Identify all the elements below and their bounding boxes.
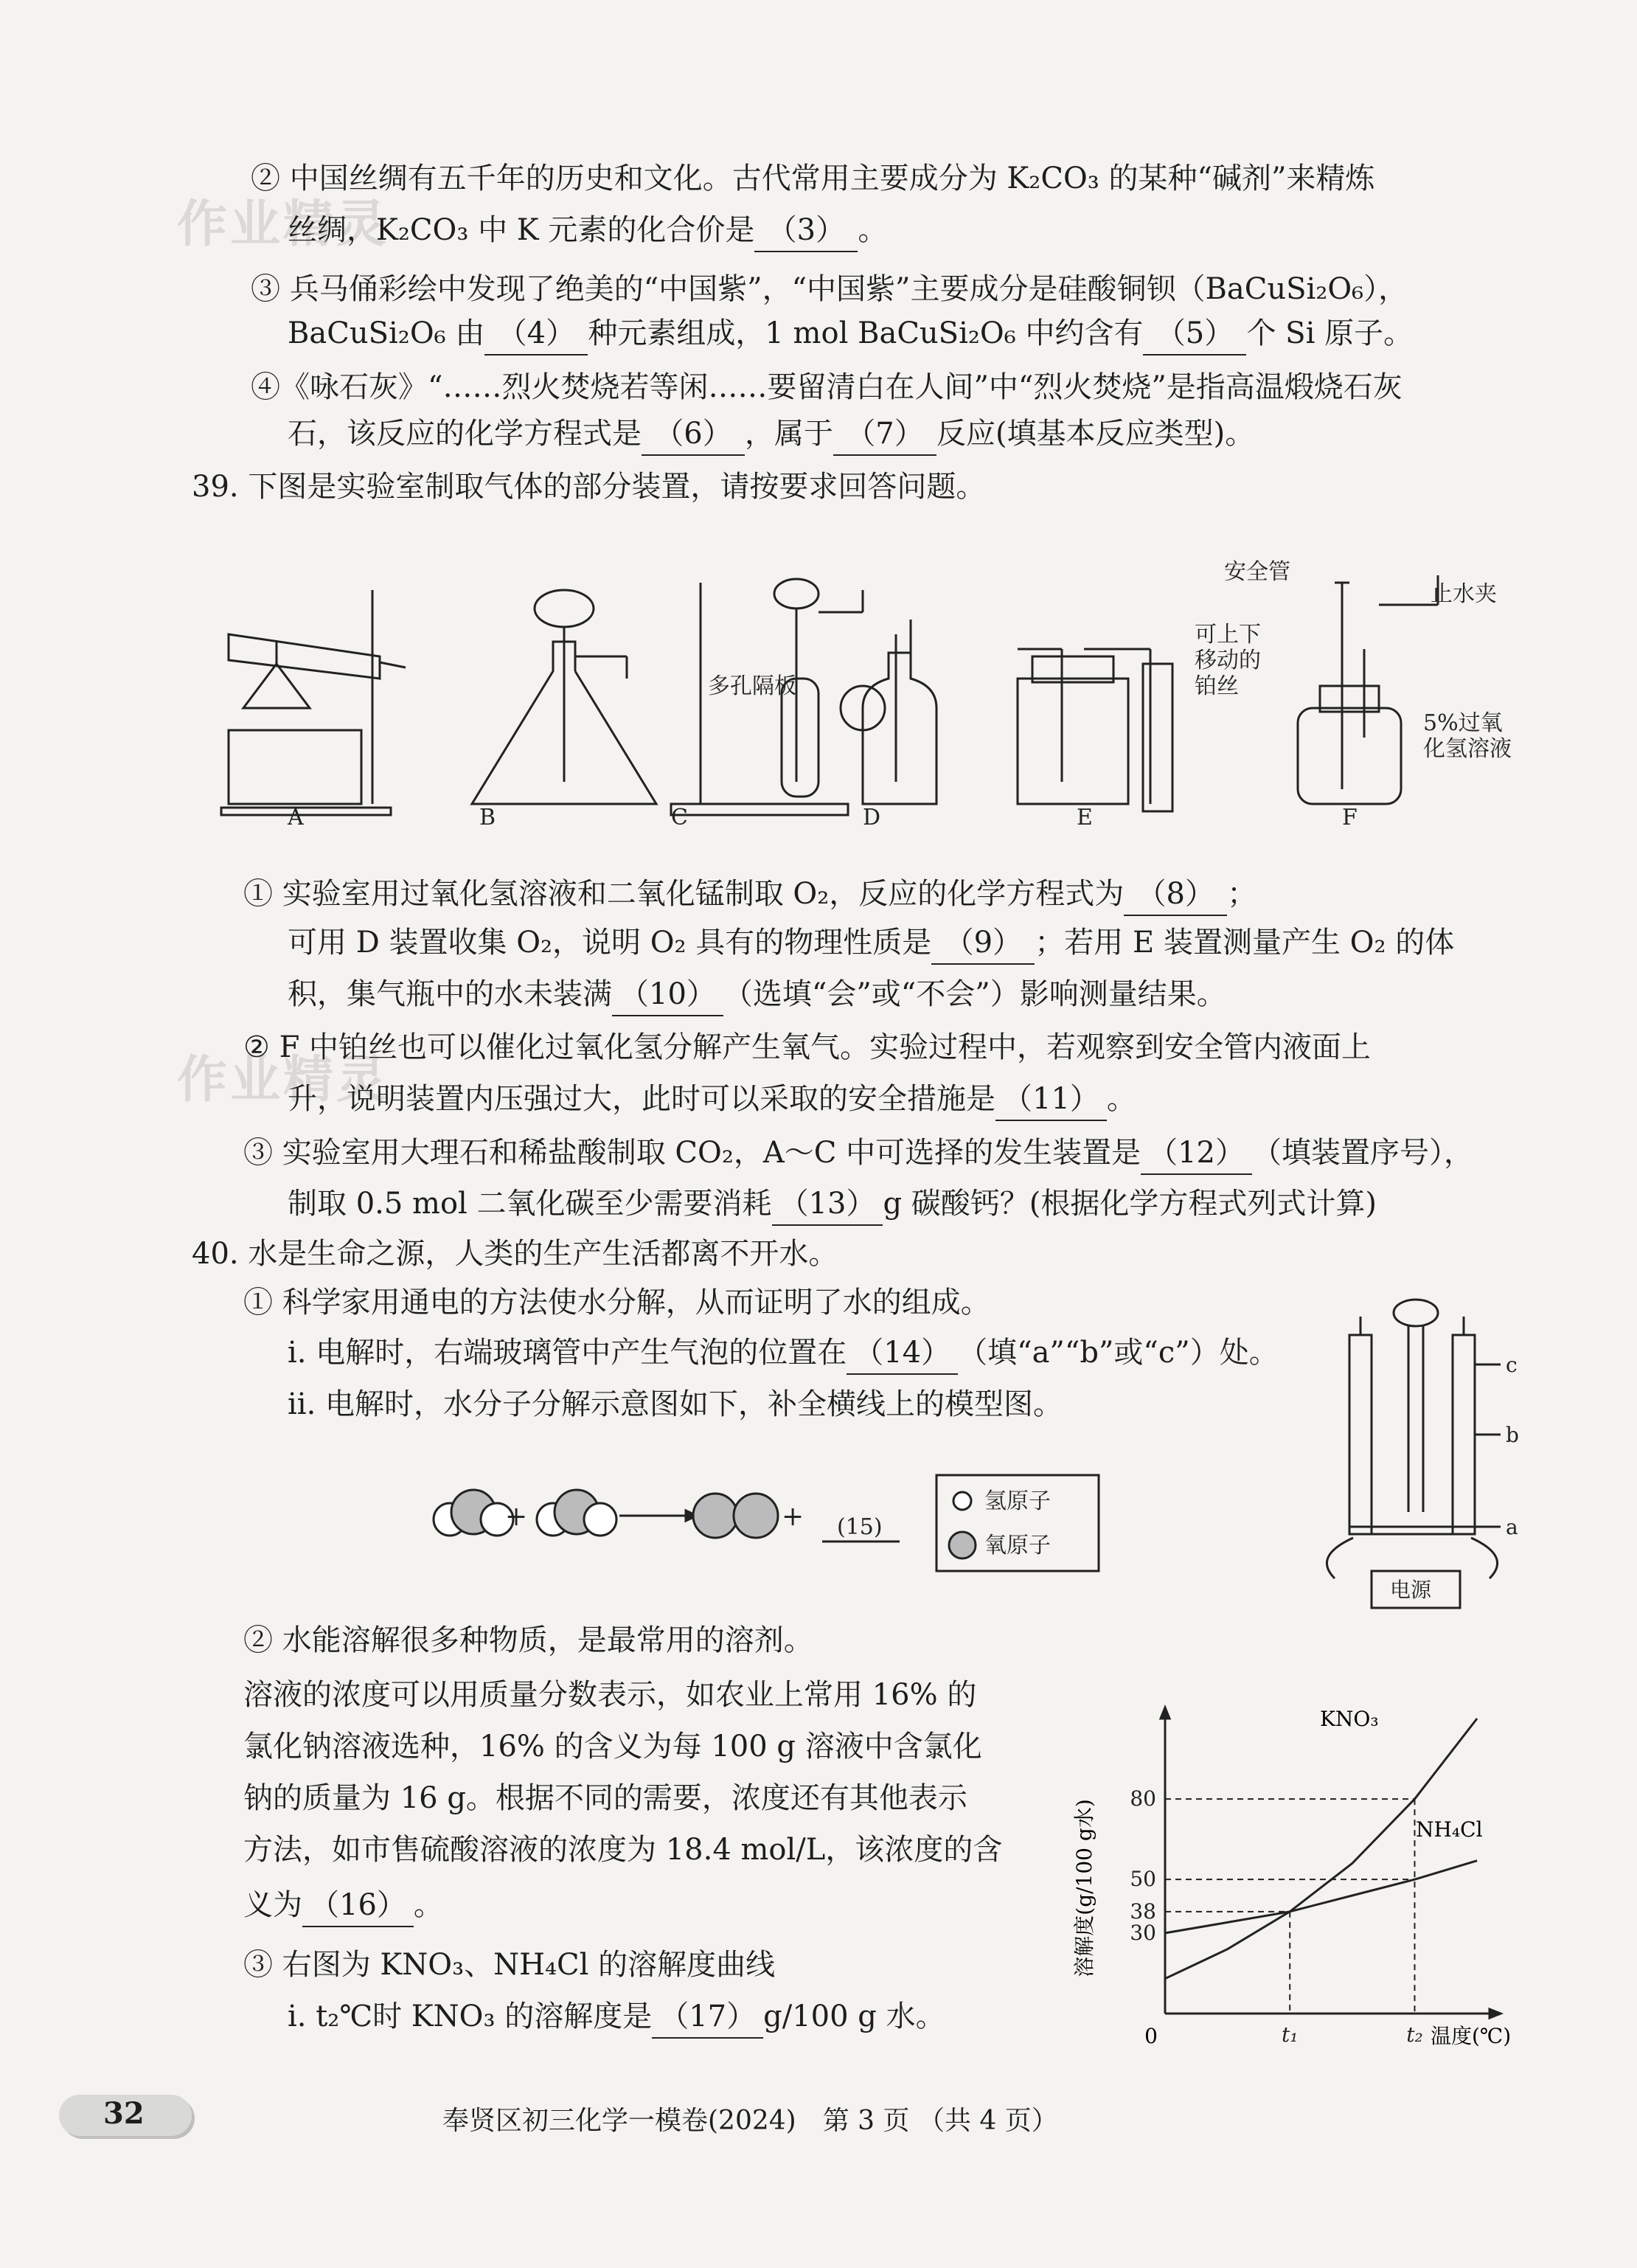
apparatus-note: 化氢溶液 bbox=[1423, 736, 1512, 762]
y-tick-label: 30 bbox=[1130, 1920, 1156, 1945]
q40-line: ⅰ. 电解时，右端玻璃管中产生气泡的位置在 （14） （填“a”“b”或“c”）处。 bbox=[288, 1332, 1279, 1375]
x-tick-label: t₁ bbox=[1281, 2022, 1299, 2047]
q40-line: ⅰ. t₂℃时 KNO₃ 的溶解度是 （17） g/100 g 水。 bbox=[288, 1996, 945, 2039]
answer-blank: （16） bbox=[302, 1884, 414, 1927]
answer-blank: （8） bbox=[1124, 873, 1227, 916]
apparatus-note: 5%过氧 bbox=[1423, 710, 1503, 736]
q39-line: 制取 0.5 mol 二氧化碳至少需要消耗 （13） g 碳酸钙？(根据化学方程式列式计算) bbox=[288, 1183, 1377, 1226]
q40-line: ① 科学家用通电的方法使水分解，从而证明了水的组成。 bbox=[243, 1286, 990, 1319]
q40-line: 钠的质量为 16 g。根据不同的需要，浓度还有其他表示 bbox=[243, 1781, 967, 1815]
legend-oxygen: 氧原子 bbox=[984, 1533, 1051, 1558]
answer-blank: （9） bbox=[931, 922, 1035, 965]
apparatus-label: E bbox=[1077, 805, 1093, 830]
watermark: 作业精灵 bbox=[177, 195, 390, 254]
apparatus-label: C bbox=[671, 805, 688, 830]
q39-line: 可用 D 装置收集 O₂，说明 O₂ 具有的物理性质是 （9） ；若用 E 装置测量产生 O₂ 的体 bbox=[288, 922, 1454, 965]
electrolysis-figure bbox=[1298, 1291, 1534, 1630]
y-tick-label: 50 bbox=[1130, 1867, 1156, 1892]
origin-label: 0 bbox=[1144, 2024, 1158, 2048]
apparatus-label: D bbox=[863, 805, 881, 830]
x-axis-label: 温度(℃) bbox=[1431, 2024, 1512, 2048]
apparatus-note: 铂丝 bbox=[1195, 673, 1239, 699]
q39-line: 升，说明装置内压强过大，此时可以采取的安全措施是 （11） 。 bbox=[288, 1078, 1136, 1121]
answer-blank: （7） bbox=[833, 413, 936, 456]
q39-line: ③ 实验室用大理石和稀盐酸制取 CO₂，A～C 中可选择的发生装置是 （12） （填装置序号）， bbox=[243, 1132, 1473, 1175]
q40-line: 方法，如市售硫酸溶液的浓度为 18.4 mol/L，该浓度的含 bbox=[243, 1833, 1003, 1867]
apparatus-label: F bbox=[1342, 805, 1358, 830]
q40-line: 溶液的浓度可以用质量分数表示，如农业上常用 16% 的 bbox=[243, 1678, 977, 1712]
answer-blank: （10） bbox=[612, 974, 723, 1016]
q38-line: ③ 兵马俑彩绘中发现了绝美的“中国紫”，“中国紫”主要成分是硅酸铜钡（BaCuSi₂O₆）， bbox=[251, 272, 1408, 306]
apparatus-label: A bbox=[288, 805, 304, 830]
plus-sign: + bbox=[505, 1502, 528, 1532]
answer-blank: （12） bbox=[1141, 1132, 1252, 1175]
electrode-label: c bbox=[1506, 1353, 1518, 1377]
q38-line: BaCuSi₂O₆ 由 （4） 种元素组成，1 mol BaCuSi₂O₆ 中约含有 （5） 个 Si 原子。 bbox=[288, 313, 1413, 356]
q38-line: 丝绸，K₂CO₃ 中 K 元素的化合价是 （3） 。 bbox=[288, 209, 887, 252]
q39-line: ② F 中铂丝也可以催化过氧化氢分解产生氧气。实验过程中，若观察到安全管内液面上 bbox=[243, 1030, 1372, 1064]
q39-line: 积，集气瓶中的水未装满 （10） （选填“会”或“不会”）影响测量结果。 bbox=[288, 974, 1226, 1016]
power-source: 电源 bbox=[1390, 1578, 1432, 1602]
series-label-kno3: KNO₃ bbox=[1320, 1707, 1379, 1731]
electrode-label: b bbox=[1506, 1423, 1519, 1447]
apparatus-note: 可上下 bbox=[1195, 622, 1261, 648]
y-tick-label: 80 bbox=[1130, 1786, 1156, 1811]
page-number: 32 bbox=[103, 2096, 145, 2131]
answer-blank: （6） bbox=[642, 413, 745, 456]
answer-blank: （13） bbox=[772, 1183, 883, 1226]
q38-line: 石，该反应的化学方程式是 （6） ，属于 （7） 反应(填基本反应类型)。 bbox=[288, 413, 1254, 456]
series-label-nh4cl: NH₄Cl bbox=[1416, 1817, 1483, 1842]
apparatus-label: B bbox=[479, 805, 496, 830]
q40-line: 氯化钠溶液选种，16% 的含义为每 100 g 溶液中含氯化 bbox=[243, 1730, 982, 1764]
y-axis-label: 溶解度(g/100 g水) bbox=[1072, 1799, 1096, 1977]
q38-line: ④《咏石灰》“……烈火焚烧若等闲……要留清白在人间”中“烈火焚烧”是指高温煅烧石灰 bbox=[251, 370, 1403, 404]
q40-line: ② 水能溶解很多种物质，是最常用的溶剂。 bbox=[243, 1623, 813, 1657]
apparatus-note: 安全管 bbox=[1224, 559, 1290, 585]
q40-line: ③ 右图为 KNO₃、NH₄Cl 的溶解度曲线 bbox=[243, 1948, 776, 1982]
lab-apparatus-figure bbox=[214, 559, 1526, 830]
legend-hydrogen: 氢原子 bbox=[984, 1488, 1051, 1514]
series-line-1 bbox=[1165, 1861, 1477, 1933]
solubility-chart bbox=[1072, 1696, 1534, 2050]
answer-blank: (15) bbox=[837, 1514, 883, 1540]
q38-line: ② 中国丝绸有五千年的历史和文化。古代常用主要成分为 K₂CO₃ 的某种“碱剂”来精炼 bbox=[251, 162, 1375, 195]
series-line-0 bbox=[1165, 1719, 1477, 1979]
watermark: 作业精灵 bbox=[177, 1051, 390, 1109]
electrode-label: a bbox=[1506, 1515, 1518, 1539]
plus-sign: + bbox=[782, 1502, 804, 1532]
answer-blank: （3） bbox=[754, 209, 858, 252]
q40-line: 义为 （16） 。 bbox=[243, 1884, 443, 1927]
molecule-diagram bbox=[413, 1468, 1106, 1578]
answer-blank: （11） bbox=[995, 1078, 1107, 1121]
q40-line: ⅱ. 电解时，水分子分解示意图如下，补全横线上的模型图。 bbox=[288, 1387, 1063, 1421]
q39-title: 39. 下图是实验室制取气体的部分装置，请按要求回答问题。 bbox=[192, 470, 986, 504]
answer-blank: （5） bbox=[1143, 313, 1246, 356]
q40-title: 40. 水是生命之源，人类的生产生活都离不开水。 bbox=[192, 1237, 838, 1271]
answer-blank: （14） bbox=[847, 1332, 958, 1375]
answer-blank: （4） bbox=[484, 313, 588, 356]
apparatus-note: 移动的 bbox=[1195, 648, 1261, 673]
apparatus-note: 止水夹 bbox=[1431, 581, 1497, 607]
answer-blank: （17） bbox=[652, 1996, 763, 2039]
q39-line: ① 实验室用过氧化氢溶液和二氧化锰制取 O₂，反应的化学方程式为 （8） ； bbox=[243, 873, 1257, 916]
page-footer: 奉贤区初三化学一模卷(2024) 第 3 页 （共 4 页） bbox=[442, 2106, 1058, 2136]
x-tick-label: t₂ bbox=[1406, 2022, 1423, 2047]
y-tick-label: 38 bbox=[1130, 1898, 1156, 1924]
apparatus-note: 多孔隔板 bbox=[708, 673, 796, 699]
